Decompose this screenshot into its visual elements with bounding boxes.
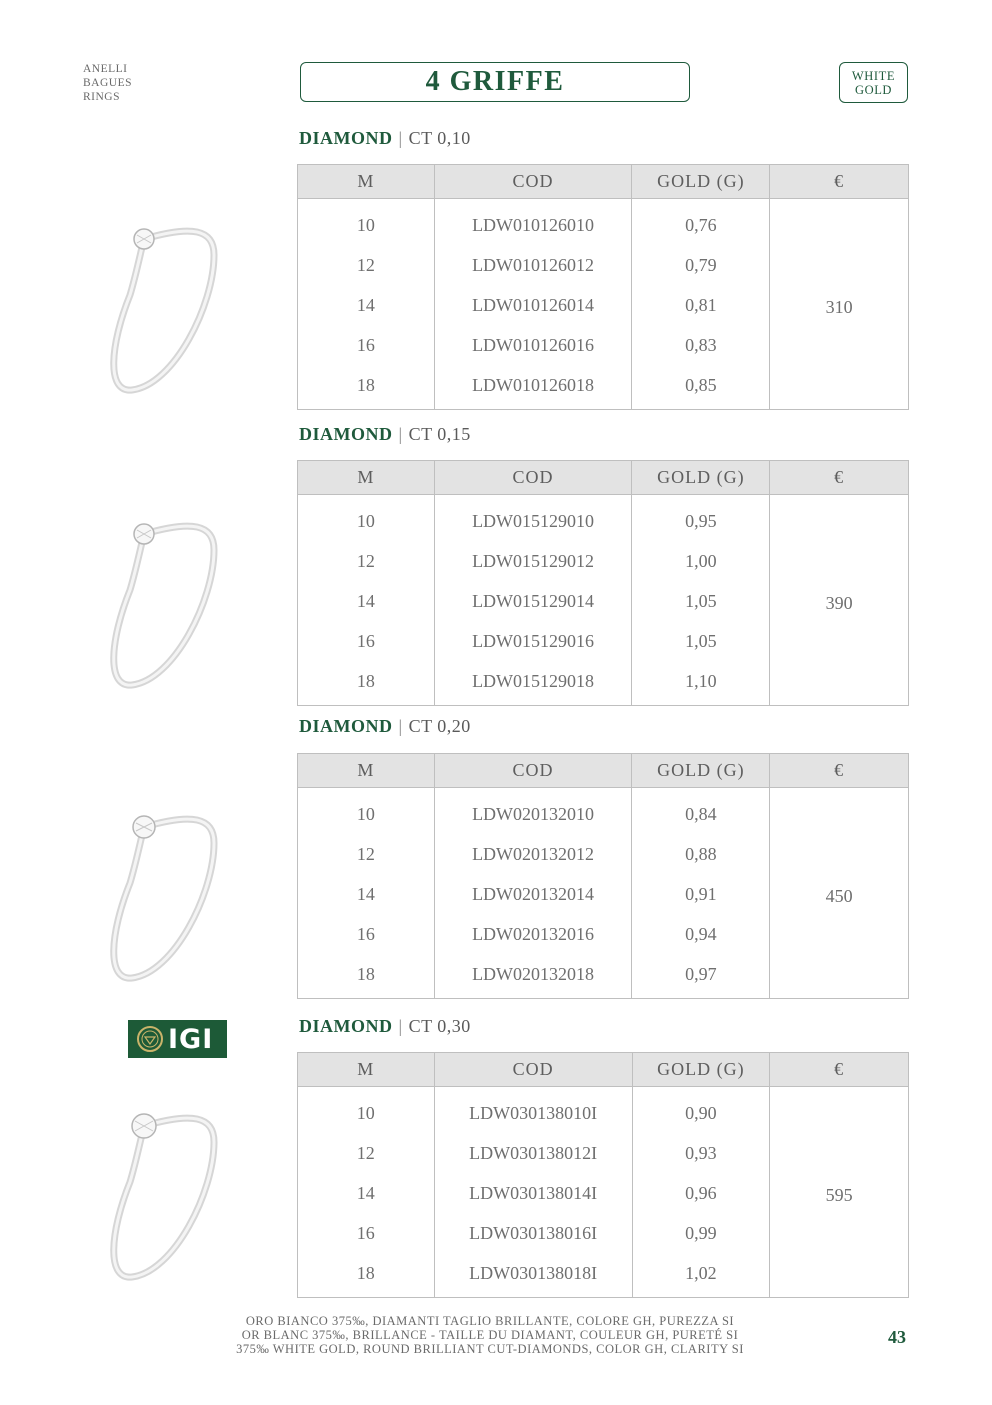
section-kind: DIAMOND xyxy=(299,1016,393,1036)
cell-gold: 1,05 xyxy=(632,621,770,661)
cell-m: 16 xyxy=(298,914,435,954)
category-label-fr: BAGUES xyxy=(83,77,133,89)
table-row xyxy=(298,788,909,835)
cell-cod: LDW030138012I xyxy=(434,1133,632,1173)
page-title xyxy=(300,62,690,102)
cell-gold: 0,96 xyxy=(632,1173,770,1213)
cell-price: 595 xyxy=(770,1087,909,1298)
cell-cod: LDW030138018I xyxy=(434,1253,632,1298)
cell-gold: 0,99 xyxy=(632,1213,770,1253)
cell-cod: LDW020132012 xyxy=(434,834,632,874)
cell-cod: LDW015129010 xyxy=(434,495,632,542)
section-separator: | xyxy=(398,1016,403,1036)
cell-gold: 0,83 xyxy=(632,325,770,365)
cell-gold: 1,10 xyxy=(632,661,770,706)
cell-gold: 0,79 xyxy=(632,245,770,285)
footer-line-it: ORO BIANCO 375‰, DIAMANTI TAGLIO BRILLANTE, COLORE GH, PUREZZA SI xyxy=(245,1314,735,1328)
section-carat: CT 0,15 xyxy=(408,424,471,444)
cell-cod: LDW010126014 xyxy=(434,285,632,325)
section-kind: DIAMOND xyxy=(299,128,393,148)
spec-table-ct030 xyxy=(297,1052,909,1298)
header-price: € xyxy=(770,165,909,199)
footer-line-en: 375‰ WHITE GOLD, ROUND BRILLIANT CUT-DIAMONDS, COLOR GH, CLARITY SI xyxy=(236,1342,744,1356)
cell-m: 16 xyxy=(298,621,435,661)
header-m: M xyxy=(298,754,435,788)
section-carat: CT 0,20 xyxy=(408,716,471,736)
cell-m: 12 xyxy=(298,541,435,581)
cell-cod: LDW020132018 xyxy=(434,954,632,999)
cell-m: 10 xyxy=(298,495,435,542)
header-m: M xyxy=(298,165,435,199)
section-carat: CT 0,10 xyxy=(408,128,471,148)
badge-line-2: GOLD xyxy=(854,82,893,97)
spec-table-ct015 xyxy=(297,460,909,706)
cell-m: 10 xyxy=(298,788,435,835)
igi-logo-text: IGI xyxy=(168,1023,214,1055)
footer-line-fr: OR BLANC 375‰, BRILLANCE - TAILLE DU DIAMANT, COULEUR GH, PURETÉ SI xyxy=(241,1328,739,1342)
cell-cod: LDW010126010 xyxy=(434,199,632,246)
ring-image-ct015 xyxy=(104,510,220,690)
cell-m: 12 xyxy=(298,834,435,874)
cell-m: 10 xyxy=(298,1087,435,1134)
cell-price: 450 xyxy=(770,788,909,999)
table-row xyxy=(298,495,909,542)
header-price: € xyxy=(770,1053,909,1087)
section-separator: | xyxy=(398,128,403,148)
cell-cod: LDW030138010I xyxy=(434,1087,632,1134)
section-carat: CT 0,30 xyxy=(408,1016,471,1036)
cell-price: 390 xyxy=(770,495,909,706)
cell-cod: LDW015129012 xyxy=(434,541,632,581)
badge-line-1: WHITE xyxy=(851,68,896,83)
header-gold: GOLD (G) xyxy=(632,754,770,788)
header-gold: GOLD (G) xyxy=(632,1053,770,1087)
ring-image-ct020 xyxy=(104,803,220,983)
cell-m: 18 xyxy=(298,365,435,410)
table-row xyxy=(298,1087,909,1134)
section-separator: | xyxy=(398,716,403,736)
cell-gold: 0,95 xyxy=(632,495,770,542)
cell-gold: 0,93 xyxy=(632,1133,770,1173)
page-number: 43 xyxy=(888,1327,906,1347)
header-m: M xyxy=(298,461,435,495)
cell-price: 310 xyxy=(770,199,909,410)
cell-cod: LDW010126016 xyxy=(434,325,632,365)
cell-gold: 1,00 xyxy=(632,541,770,581)
section-heading-ct015 xyxy=(299,424,471,445)
ring-image-ct010 xyxy=(104,215,220,395)
cell-gold: 0,81 xyxy=(632,285,770,325)
header-cod: COD xyxy=(434,1053,632,1087)
cell-cod: LDW015129016 xyxy=(434,621,632,661)
section-heading-ct030 xyxy=(299,1016,471,1037)
cell-m: 14 xyxy=(298,581,435,621)
cell-gold: 0,85 xyxy=(632,365,770,410)
cell-cod: LDW010126012 xyxy=(434,245,632,285)
cell-cod: LDW010126018 xyxy=(434,365,632,410)
cell-m: 12 xyxy=(298,245,435,285)
cell-m: 18 xyxy=(298,1253,435,1298)
cell-gold: 0,76 xyxy=(632,199,770,246)
igi-logo xyxy=(128,1020,227,1058)
cell-gold: 0,91 xyxy=(632,874,770,914)
igi-seal-icon xyxy=(136,1025,164,1053)
cell-m: 14 xyxy=(298,285,435,325)
section-kind: DIAMOND xyxy=(299,716,393,736)
ring-image-ct030 xyxy=(104,1102,220,1282)
cell-m: 18 xyxy=(298,661,435,706)
header-price: € xyxy=(770,461,909,495)
cell-gold: 0,97 xyxy=(632,954,770,999)
section-heading-ct010 xyxy=(299,128,471,149)
cell-cod: LDW020132014 xyxy=(434,874,632,914)
cell-cod: LDW015129014 xyxy=(434,581,632,621)
material-badge xyxy=(839,62,908,103)
category-label-en: RINGS xyxy=(83,91,121,103)
cell-gold: 0,84 xyxy=(632,788,770,835)
cell-m: 14 xyxy=(298,874,435,914)
cell-m: 10 xyxy=(298,199,435,246)
cell-m: 16 xyxy=(298,325,435,365)
cell-cod: LDW030138014I xyxy=(434,1173,632,1213)
cell-gold: 0,94 xyxy=(632,914,770,954)
category-labels xyxy=(83,62,132,104)
footer-description xyxy=(230,1314,750,1356)
table-row xyxy=(298,199,909,246)
cell-gold: 0,88 xyxy=(632,834,770,874)
category-label-it: ANELLI xyxy=(83,63,128,75)
header-cod: COD xyxy=(434,754,632,788)
cell-m: 16 xyxy=(298,1213,435,1253)
section-heading-ct020 xyxy=(299,716,471,737)
cell-gold: 1,05 xyxy=(632,581,770,621)
section-kind: DIAMOND xyxy=(299,424,393,444)
spec-table-ct020 xyxy=(297,753,909,999)
header-m: M xyxy=(298,1053,435,1087)
header-gold: GOLD (G) xyxy=(632,165,770,199)
cell-gold: 0,90 xyxy=(632,1087,770,1134)
spec-table-ct010 xyxy=(297,164,909,410)
cell-cod: LDW020132010 xyxy=(434,788,632,835)
cell-cod: LDW020132016 xyxy=(434,914,632,954)
cell-cod: LDW030138016I xyxy=(434,1213,632,1253)
cell-gold: 1,02 xyxy=(632,1253,770,1298)
cell-m: 14 xyxy=(298,1173,435,1213)
header-cod: COD xyxy=(434,461,632,495)
header-price: € xyxy=(770,754,909,788)
header-gold: GOLD (G) xyxy=(632,461,770,495)
section-separator: | xyxy=(398,424,403,444)
cell-m: 12 xyxy=(298,1133,435,1173)
page-title-text: 4 GRIFFE xyxy=(425,66,565,97)
cell-m: 18 xyxy=(298,954,435,999)
header-cod: COD xyxy=(434,165,632,199)
cell-cod: LDW015129018 xyxy=(434,661,632,706)
